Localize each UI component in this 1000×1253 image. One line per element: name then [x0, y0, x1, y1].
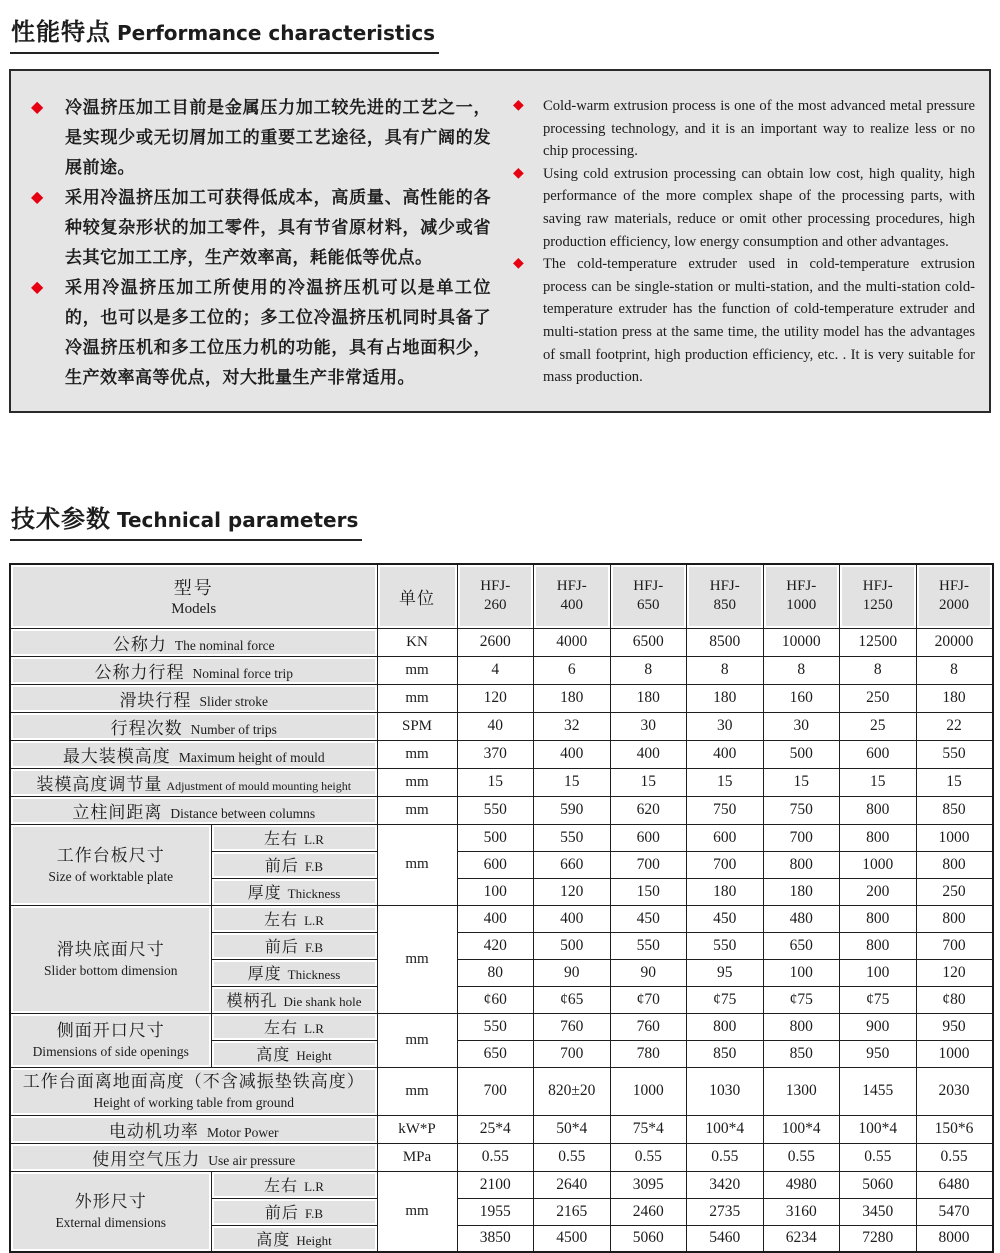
value-cell: 100*4 — [840, 1115, 917, 1143]
row-label: 电动机功率 Motor Power — [10, 1115, 377, 1143]
value-cell: 800 — [916, 851, 993, 878]
value-cell: 1000 — [916, 824, 993, 851]
value-cell: 2030 — [916, 1067, 993, 1115]
value-cell: 80 — [457, 959, 534, 986]
features-box — [9, 69, 991, 413]
value-cell: 950 — [916, 1013, 993, 1040]
value-cell: 650 — [763, 932, 840, 959]
row-label: 装模高度调节量 Adjustment of mould mounting height — [10, 768, 377, 796]
value-cell: 0.55 — [840, 1143, 917, 1171]
value-cell: 0.55 — [534, 1143, 611, 1171]
value-cell: 900 — [840, 1013, 917, 1040]
value-cell: 15 — [763, 768, 840, 796]
value-cell: 400 — [534, 740, 611, 768]
value-cell: 450 — [610, 905, 687, 932]
value-cell: 6 — [534, 656, 611, 684]
value-cell: 480 — [763, 905, 840, 932]
section-title-performance — [10, 12, 439, 54]
value-cell: 780 — [610, 1040, 687, 1067]
value-cell: 3160 — [763, 1198, 840, 1225]
value-cell: 1955 — [457, 1198, 534, 1225]
unit-cell: mm — [377, 740, 457, 768]
diamond-icon: ◆ — [513, 98, 524, 113]
value-cell: 8 — [840, 656, 917, 684]
group-label: 工作台板尺寸 Size of worktable plate — [10, 824, 211, 905]
value-cell: 0.55 — [687, 1143, 764, 1171]
value-cell: 180 — [687, 684, 764, 712]
unit-cell: mm — [377, 1171, 457, 1252]
value-cell: 100 — [840, 959, 917, 986]
value-cell: 550 — [457, 1013, 534, 1040]
value-cell: 3420 — [687, 1171, 764, 1198]
value-cell: 800 — [840, 905, 917, 932]
value-cell: 120 — [534, 878, 611, 905]
group-label: 滑块底面尺寸 Slider bottom dimension — [10, 905, 211, 1013]
unit-cell: mm — [377, 656, 457, 684]
value-cell: 30 — [687, 712, 764, 740]
value-cell: 95 — [687, 959, 764, 986]
features-column-zh — [29, 93, 505, 393]
value-cell: 1455 — [840, 1067, 917, 1115]
value-cell: 550 — [687, 932, 764, 959]
value-cell: 2640 — [534, 1171, 611, 1198]
value-cell: 22 — [916, 712, 993, 740]
value-cell: 700 — [610, 851, 687, 878]
value-cell: 3850 — [457, 1225, 534, 1252]
value-cell: 5460 — [687, 1225, 764, 1252]
header-model-HFJ-1000: HFJ- 1000 — [763, 564, 840, 628]
value-cell: 5060 — [610, 1225, 687, 1252]
value-cell: 800 — [763, 851, 840, 878]
value-cell: 550 — [457, 796, 534, 824]
value-cell: 10000 — [763, 628, 840, 656]
unit-cell: mm — [377, 768, 457, 796]
value-cell: 750 — [763, 796, 840, 824]
unit-cell: mm — [377, 1067, 457, 1115]
value-cell: 90 — [610, 959, 687, 986]
features-column-en — [505, 93, 975, 393]
value-cell: 550 — [916, 740, 993, 768]
value-cell: 75*4 — [610, 1115, 687, 1143]
section-title-technical — [10, 499, 362, 541]
value-cell: 2165 — [534, 1198, 611, 1225]
value-cell: 800 — [763, 1013, 840, 1040]
value-cell: 850 — [916, 796, 993, 824]
value-cell: 2460 — [610, 1198, 687, 1225]
value-cell: 15 — [534, 768, 611, 796]
value-cell: 8000 — [916, 1225, 993, 1252]
table-header — [10, 564, 993, 628]
value-cell: 6234 — [763, 1225, 840, 1252]
unit-cell: mm — [377, 905, 457, 1013]
feature-item-zh-2 — [29, 183, 491, 273]
value-cell: 100*4 — [763, 1115, 840, 1143]
value-cell: 8 — [763, 656, 840, 684]
sub-label: 前后 F.B — [211, 851, 377, 878]
value-cell: 25 — [840, 712, 917, 740]
value-cell: 700 — [534, 1040, 611, 1067]
value-cell: 20000 — [916, 628, 993, 656]
value-cell: 600 — [840, 740, 917, 768]
value-cell: 50*4 — [534, 1115, 611, 1143]
diamond-icon: ◆ — [31, 277, 44, 296]
header-model-HFJ-650: HFJ- 650 — [610, 564, 687, 628]
row-label: 行程次数 Number of trips — [10, 712, 377, 740]
unit-cell: MPa — [377, 1143, 457, 1171]
feature-text: Cold-warm extrusion process is one of the most advanced metal pressure processing technology, and it is an important way to realize less or no chip processing. — [543, 98, 975, 160]
value-cell: 30 — [763, 712, 840, 740]
value-cell: 550 — [534, 824, 611, 851]
value-cell: 400 — [610, 740, 687, 768]
value-cell: 4980 — [763, 1171, 840, 1198]
section-title-en: Performance characteristics — [117, 21, 436, 45]
value-cell: 2735 — [687, 1198, 764, 1225]
value-cell: 200 — [840, 878, 917, 905]
value-cell: 100 — [457, 878, 534, 905]
unit-cell: KN — [377, 628, 457, 656]
value-cell: ¢75 — [687, 986, 764, 1013]
value-cell: 120 — [916, 959, 993, 986]
value-cell: 760 — [534, 1013, 611, 1040]
value-cell: 590 — [534, 796, 611, 824]
value-cell: 0.55 — [916, 1143, 993, 1171]
value-cell: 150*6 — [916, 1115, 993, 1143]
value-cell: ¢60 — [457, 986, 534, 1013]
feature-text: The cold-temperature extruder used in cold-temperature extrusion process can be single-station or multi-station, and the multi-station cold-temperature extruder has the function of cold-temperature extruder and multi-station press at the same time, the utility model has the advantages of small footprint, high production efficiency, etc. . It is very suitable for mass production. — [543, 256, 975, 386]
value-cell: 6480 — [916, 1171, 993, 1198]
feature-item-en-3 — [513, 253, 975, 389]
value-cell: 12500 — [840, 628, 917, 656]
section-title-en: Technical parameters — [117, 508, 359, 532]
value-cell: 250 — [916, 878, 993, 905]
value-cell: ¢75 — [840, 986, 917, 1013]
value-cell: 160 — [763, 684, 840, 712]
group-label: 外形尺寸 External dimensions — [10, 1171, 211, 1252]
value-cell: 400 — [534, 905, 611, 932]
header-model-HFJ-1250: HFJ- 1250 — [840, 564, 917, 628]
feature-text: 采用冷温挤压加工所使用的冷温挤压机可以是单工位的，也可以是多工位的；多工位冷温挤压机同时具备了冷温挤压机和多工位压力机的功能，具有占地面积少，生产效率高等优点，对大批量生产非常适用。 — [65, 278, 491, 388]
value-cell: 420 — [457, 932, 534, 959]
sub-label: 左右 L.R — [211, 905, 377, 932]
feature-item-en-2 — [513, 163, 975, 253]
value-cell: 550 — [610, 932, 687, 959]
value-cell: 800 — [687, 1013, 764, 1040]
value-cell: 25*4 — [457, 1115, 534, 1143]
value-cell: 600 — [610, 824, 687, 851]
value-cell: 5470 — [916, 1198, 993, 1225]
value-cell: 180 — [534, 684, 611, 712]
group-label: 侧面开口尺寸 Dimensions of side openings — [10, 1013, 211, 1067]
sub-label: 左右 L.R — [211, 824, 377, 851]
value-cell: 500 — [534, 932, 611, 959]
sub-label: 前后 F.B — [211, 932, 377, 959]
value-cell: 100 — [763, 959, 840, 986]
value-cell: 180 — [687, 878, 764, 905]
tech-parameters-table — [9, 563, 994, 1253]
diamond-icon: ◆ — [31, 187, 44, 206]
value-cell: 700 — [457, 1067, 534, 1115]
unit-cell: kW*P — [377, 1115, 457, 1143]
value-cell: 0.55 — [457, 1143, 534, 1171]
unit-cell: mm — [377, 824, 457, 905]
value-cell: 2100 — [457, 1171, 534, 1198]
table-body — [10, 628, 993, 1252]
value-cell: 760 — [610, 1013, 687, 1040]
row-label: 滑块行程 Slider stroke — [10, 684, 377, 712]
feature-item-zh-3 — [29, 273, 491, 393]
feature-text: Using cold extrusion processing can obtain low cost, high quality, high performance of the more complex shape of the processing parts, with saving raw materials, reduce or omit other processing procedures, high production efficiency, low energy consumption and other advantages. — [543, 165, 975, 250]
value-cell: 620 — [610, 796, 687, 824]
sub-label: 厚度 Thickness — [211, 959, 377, 986]
section-title-zh: 性能特点 — [11, 18, 111, 46]
header-model-HFJ-400: HFJ- 400 — [534, 564, 611, 628]
header-unit: 单位 — [377, 564, 457, 628]
value-cell: 250 — [840, 684, 917, 712]
value-cell: 8 — [687, 656, 764, 684]
value-cell: 15 — [687, 768, 764, 796]
value-cell: 15 — [916, 768, 993, 796]
value-cell: 30 — [610, 712, 687, 740]
value-cell: 0.55 — [763, 1143, 840, 1171]
sub-label: 模柄孔 Die shank hole — [211, 986, 377, 1013]
value-cell: 950 — [840, 1040, 917, 1067]
sub-label: 高度 Height — [211, 1040, 377, 1067]
value-cell: 90 — [534, 959, 611, 986]
header-models: 型号 Models — [10, 564, 377, 628]
value-cell: 5060 — [840, 1171, 917, 1198]
section-title-zh: 技术参数 — [11, 505, 111, 533]
feature-item-en-1 — [513, 95, 975, 163]
value-cell: 800 — [840, 932, 917, 959]
value-cell: 650 — [457, 1040, 534, 1067]
value-cell: 700 — [763, 824, 840, 851]
value-cell: 700 — [687, 851, 764, 878]
value-cell: 0.55 — [610, 1143, 687, 1171]
row-label: 使用空气压力 Use air pressure — [10, 1143, 377, 1171]
value-cell: 850 — [687, 1040, 764, 1067]
value-cell: 15 — [840, 768, 917, 796]
value-cell: 750 — [687, 796, 764, 824]
value-cell: 400 — [687, 740, 764, 768]
value-cell: 8 — [916, 656, 993, 684]
value-cell: 100*4 — [687, 1115, 764, 1143]
row-label: 工作台面离地面高度（不含减振垫铁高度） Height of working table from ground — [10, 1067, 377, 1115]
value-cell: 1030 — [687, 1067, 764, 1115]
value-cell: 850 — [763, 1040, 840, 1067]
sub-label: 高度 Height — [211, 1225, 377, 1252]
value-cell: 180 — [610, 684, 687, 712]
value-cell: 3450 — [840, 1198, 917, 1225]
row-label: 立柱间距离 Distance between columns — [10, 796, 377, 824]
header-model-HFJ-2000: HFJ- 2000 — [916, 564, 993, 628]
value-cell: 4500 — [534, 1225, 611, 1252]
feature-text: 采用冷温挤压加工可获得低成本，高质量、高性能的各种较复杂形状的加工零件，具有节省原材料，减少或省去其它加工工序，生产效率高，耗能低等优点。 — [65, 188, 491, 268]
value-cell: 7280 — [840, 1225, 917, 1252]
value-cell: 6500 — [610, 628, 687, 656]
value-cell: 120 — [457, 684, 534, 712]
value-cell: 500 — [457, 824, 534, 851]
value-cell: 1000 — [840, 851, 917, 878]
header-model-HFJ-850: HFJ- 850 — [687, 564, 764, 628]
value-cell: 1000 — [610, 1067, 687, 1115]
diamond-icon: ◆ — [31, 97, 44, 116]
sub-label: 前后 F.B — [211, 1198, 377, 1225]
value-cell: 600 — [687, 824, 764, 851]
value-cell: 150 — [610, 878, 687, 905]
value-cell: 180 — [763, 878, 840, 905]
value-cell: 15 — [457, 768, 534, 796]
value-cell: 800 — [916, 905, 993, 932]
value-cell: ¢70 — [610, 986, 687, 1013]
diamond-icon: ◆ — [513, 165, 524, 181]
row-label: 最大装模高度 Maximum height of mould — [10, 740, 377, 768]
value-cell: 600 — [457, 851, 534, 878]
sub-label: 厚度 Thickness — [211, 878, 377, 905]
value-cell: ¢75 — [763, 986, 840, 1013]
unit-cell: mm — [377, 1013, 457, 1067]
sub-label: 左右 L.R — [211, 1171, 377, 1198]
unit-cell: mm — [377, 796, 457, 824]
feature-item-zh-1 — [29, 93, 491, 183]
value-cell: 800 — [840, 824, 917, 851]
value-cell: 4 — [457, 656, 534, 684]
sub-label: 左右 L.R — [211, 1013, 377, 1040]
feature-text: 冷温挤压加工目前是金属压力加工较先进的工艺之一，是实现少或无切屑加工的重要工艺途径，具有广阔的发展前途。 — [65, 98, 491, 178]
value-cell: ¢65 — [534, 986, 611, 1013]
value-cell: 2600 — [457, 628, 534, 656]
unit-cell: SPM — [377, 712, 457, 740]
value-cell: 1300 — [763, 1067, 840, 1115]
value-cell: 4000 — [534, 628, 611, 656]
row-label: 公称力行程 Nominal force trip — [10, 656, 377, 684]
value-cell: 180 — [916, 684, 993, 712]
value-cell: 820±20 — [534, 1067, 611, 1115]
value-cell: ¢80 — [916, 986, 993, 1013]
diamond-icon: ◆ — [513, 256, 524, 272]
row-label: 公称力 The nominal force — [10, 628, 377, 656]
unit-cell: mm — [377, 684, 457, 712]
value-cell: 800 — [840, 796, 917, 824]
value-cell: 500 — [763, 740, 840, 768]
value-cell: 3095 — [610, 1171, 687, 1198]
value-cell: 15 — [610, 768, 687, 796]
header-model-HFJ-260: HFJ- 260 — [457, 564, 534, 628]
value-cell: 40 — [457, 712, 534, 740]
value-cell: 700 — [916, 932, 993, 959]
value-cell: 400 — [457, 905, 534, 932]
value-cell: 32 — [534, 712, 611, 740]
value-cell: 660 — [534, 851, 611, 878]
value-cell: 1000 — [916, 1040, 993, 1067]
value-cell: 370 — [457, 740, 534, 768]
value-cell: 8 — [610, 656, 687, 684]
value-cell: 8500 — [687, 628, 764, 656]
value-cell: 450 — [687, 905, 764, 932]
